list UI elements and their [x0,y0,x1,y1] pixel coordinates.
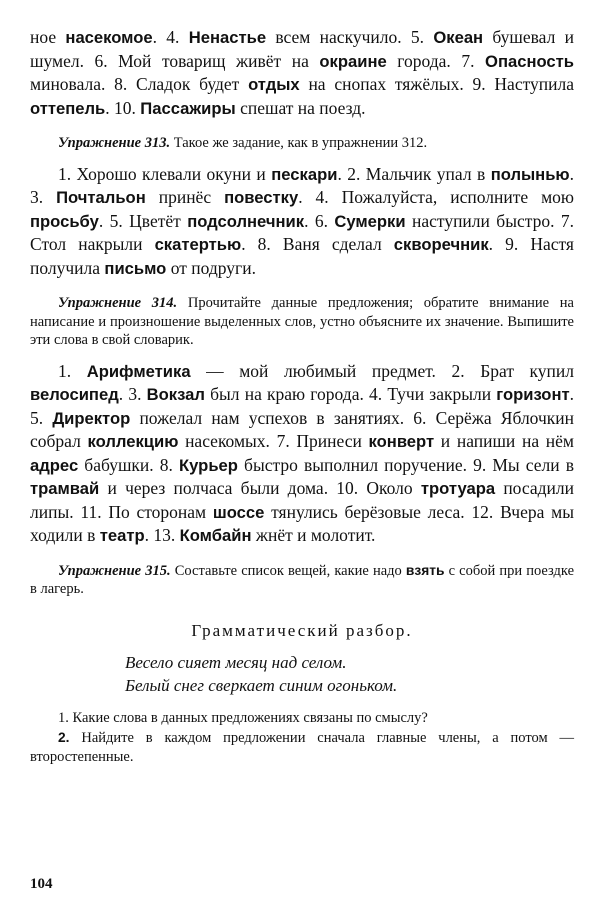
exercise-314-text [30,360,574,548]
text-run: . 6. [304,210,335,231]
text-run: — мой любимый предмет. 2. Брат купил [190,360,575,381]
text-run: . 2. Мальчик упал в [337,163,491,184]
highlighted-word: Океан [433,28,484,47]
exercise-313-instruction [30,134,574,153]
text-run: жнёт и молотит. [251,525,376,545]
text-run: был на краю города. 4. Тучи закрыли [204,384,497,404]
highlighted-word: велосипед [30,385,119,404]
highlighted-word: Комбайн [179,526,252,545]
exercise-label: Упражнение 315. [58,562,171,579]
grammar-questions [30,709,574,767]
highlighted-word: Сумерки [334,211,406,231]
question-2-number: 2. [58,729,70,745]
text-run: . 3. [30,163,574,207]
highlighted-word: взять [405,562,445,578]
text-run: и через полчаса были дома. 10. Около [99,478,421,498]
text-run: посадили липы. 11. По сторонам [30,478,574,522]
highlighted-word: подсолнечник [187,211,305,231]
textbook-page [30,26,574,767]
highlighted-word: скворечник [393,235,489,254]
question-2 [30,728,574,767]
highlighted-word: письмо [104,258,167,278]
text-run: тянулись берёзовые леса. 12. Вчера мы ходили в [30,501,574,545]
question-2-text: Найдите в каждом предложении сначала главные члены, а потом — второстепенные. [30,729,574,765]
text-run: быстро выполнил поручение. 9. Мы сели в [237,454,574,475]
text-run: бабушки. 8. [78,454,180,475]
text-run: пожелал нам успехов в занятиях. 6. Серёжа Яблочкин собрал [30,407,575,451]
text-run: от подруги. [166,257,256,278]
highlighted-word: трамвай [30,479,100,498]
text-run: Прочитайте данные предложения; обратите внимание на написание и произношение выделенных слов, устно объясните их значение. Выпишите эти слова в свой словарик. [30,295,574,348]
text-run: спешат на поезд. [235,97,366,118]
highlighted-word: тротуара [420,479,496,498]
highlighted-word: Курьер [179,455,238,475]
text-run: . 13. [144,525,180,545]
highlighted-word: повестку [224,188,299,207]
exercise-314-instruction [30,294,574,350]
highlighted-word: насекомое [65,28,153,47]
text-run: . 3. [118,384,147,404]
highlighted-word: конверт [368,432,435,451]
text-run: 1. [58,360,87,381]
text-run: . 4. [152,27,189,47]
text-run: 1. Хорошо клевали окуни и [58,163,272,184]
text-run: . 10. [105,97,141,118]
text-run: наступили быстро. 7. Стол накрыли [30,210,574,254]
highlighted-word: Арифметика [86,361,191,381]
sample-line-2: Белый снег сверкает синим огоньком. [125,675,398,695]
highlighted-word: Директор [52,408,131,428]
exercise-313-text [30,163,574,281]
highlighted-word: отдых [248,75,300,94]
text-run: бушевал и шумел. 6. Мой товарищ живёт на [30,27,574,71]
text-run: и напиши на нём [434,431,574,451]
highlighted-word: Почтальон [56,188,146,207]
question-1: 1. Какие слова в данных предложениях связаны по смыслу? [58,709,428,726]
text-run: . 4. Пожалуйста, исполните мою [298,187,574,207]
text-run: . 8. Ваня сделал [241,234,394,254]
text-run: Составьте список вещей, какие надо [170,562,406,579]
page-number: 104 [30,876,53,892]
exercise-label: Упражнение 313. [58,135,171,151]
highlighted-word: пескари [271,164,338,184]
text-run: ное [30,27,66,47]
sample-line-1: Весело сияет месяц над селом. [125,652,347,672]
highlighted-word: горизонт [496,385,570,404]
highlighted-word: оттепель [30,98,106,118]
highlighted-word: Вокзал [146,385,205,404]
highlighted-word: шоссе [212,502,265,522]
highlighted-word: Ненастье [188,28,267,47]
grammar-heading: Грамматический разбор. [191,620,413,640]
text-run: . 9. Настя получила [30,234,574,278]
highlighted-word: просьбу [30,211,99,231]
text-run: города. 7. [386,50,486,71]
text-run: с собой при поездке в лагерь. [30,562,574,597]
text-run: Такое же задание, как в упражнении 312. [170,135,428,151]
highlighted-word: адрес [30,455,79,475]
text-run: насекомых. 7. Принеси [178,431,369,451]
highlighted-word: скатертью [154,235,242,254]
text-run: принёс [145,187,225,207]
highlighted-word: коллекцию [87,432,179,451]
text-run: . 5. Цветёт [98,210,188,231]
exercise-label: Упражнение 314. [58,295,178,311]
highlighted-word: полынью [490,164,570,184]
text-run: всем наскучило. 5. [266,27,434,47]
text-run: миновала. 8. Сладок будет [30,74,249,94]
highlighted-word: театр [99,526,145,545]
highlighted-word: Опасность [485,51,574,71]
text-run: на снопах тяжёлых. 9. Наступила [299,74,574,94]
exercise-312-continuation [30,26,574,120]
highlighted-word: Пассажиры [140,98,236,118]
exercise-315-instruction [30,562,574,599]
highlighted-word: окраине [319,51,387,71]
sample-sentences [125,651,574,697]
text-run: . 5. [30,384,574,428]
